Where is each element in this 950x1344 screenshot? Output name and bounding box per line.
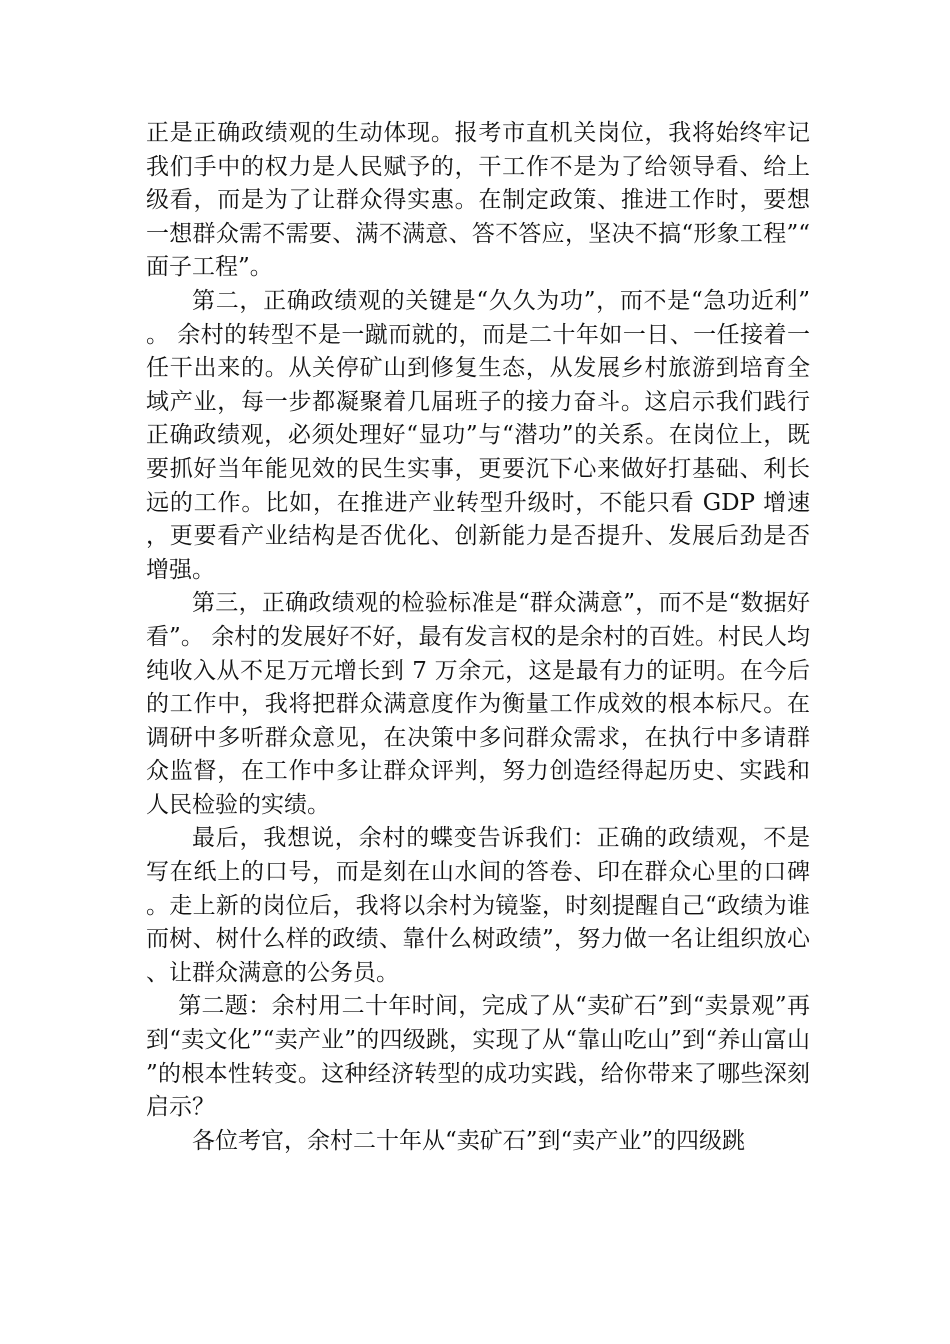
paragraph-conclusion: 最后，我想说，余村的蝶变告诉我们：正确的政绩观，不是写在纸上的口号，而是刻在山水间的答卷、印在群众心里的口碑。走上新的岗位后，我将以余村为镜鉴，时刻提醒自己“政绩为谁而树、树什么样的政绩、靠什么树政绩”，努力做一名让组织放心、让群众满意的公务员。 bbox=[146, 825, 810, 986]
document-body bbox=[146, 117, 810, 1158]
question-two: 第二题：余村用二十年时间，完成了从“卖矿石”到“卖景观”再到“卖文化”“卖产业”的四级跳，实现了从“靠山吃山”到“养山富山”的根本性转变。这种经济转型的成功实践，给你带来了哪些深刻启示？ bbox=[146, 993, 810, 1121]
answer-two-opening: 各位考官，余村二十年从“卖矿石”到“卖产业”的四级跳 bbox=[192, 1127, 746, 1154]
paragraph-continuation: 正是正确政绩观的生动体现。报考市直机关岗位，我将始终牢记我们手中的权力是人民赋予的，干工作不是为了给领导看、给上级看，而是为了让群众得实惠。在制定政策、推进工作时，要想一想群众需不需要、满不满意、答不答应，坚决不搞“形象工程”“面子工程”。 bbox=[146, 120, 810, 281]
paragraph-point-two: 第二，正确政绩观的关键是“久久为功”，而不是“急功近利”。 余村的转型不是一蹴而就的，而是二十年如一日、一任接着一任干出来的。从关停矿山到修复生态，从发展乡村旅游到培育全域产业，每一步都凝聚着几届班子的接力奋斗。这启示我们践行正确政绩观，必须处理好“显功”与“潜功”的关系。在岗位上，既要抓好当年能见效的民生实事，更要沉下心来做好打基础、利长远的工作。比如，在推进产业转型升级时，不能只看 GDP 增速，更要看产业结构是否优化、创新能力是否提升、发展后劲是否增强。 bbox=[146, 287, 810, 583]
paragraph-point-three: 第三，正确政绩观的检验标准是“群众满意”，而不是“数据好看”。 余村的发展好不好，最有发言权的是余村的百姓。村民人均纯收入从不足万元增长到 7 万余元，这是最有力的证明。在今后的工作中，我将把群众满意度作为衡量工作成效的根本标尺。在调研中多听群众意见，在决策中多问群众需求，在执行中多请群众监督，在工作中多让群众评判，努力创造经得起历史、实践和人民检验的实绩。 bbox=[146, 590, 810, 818]
